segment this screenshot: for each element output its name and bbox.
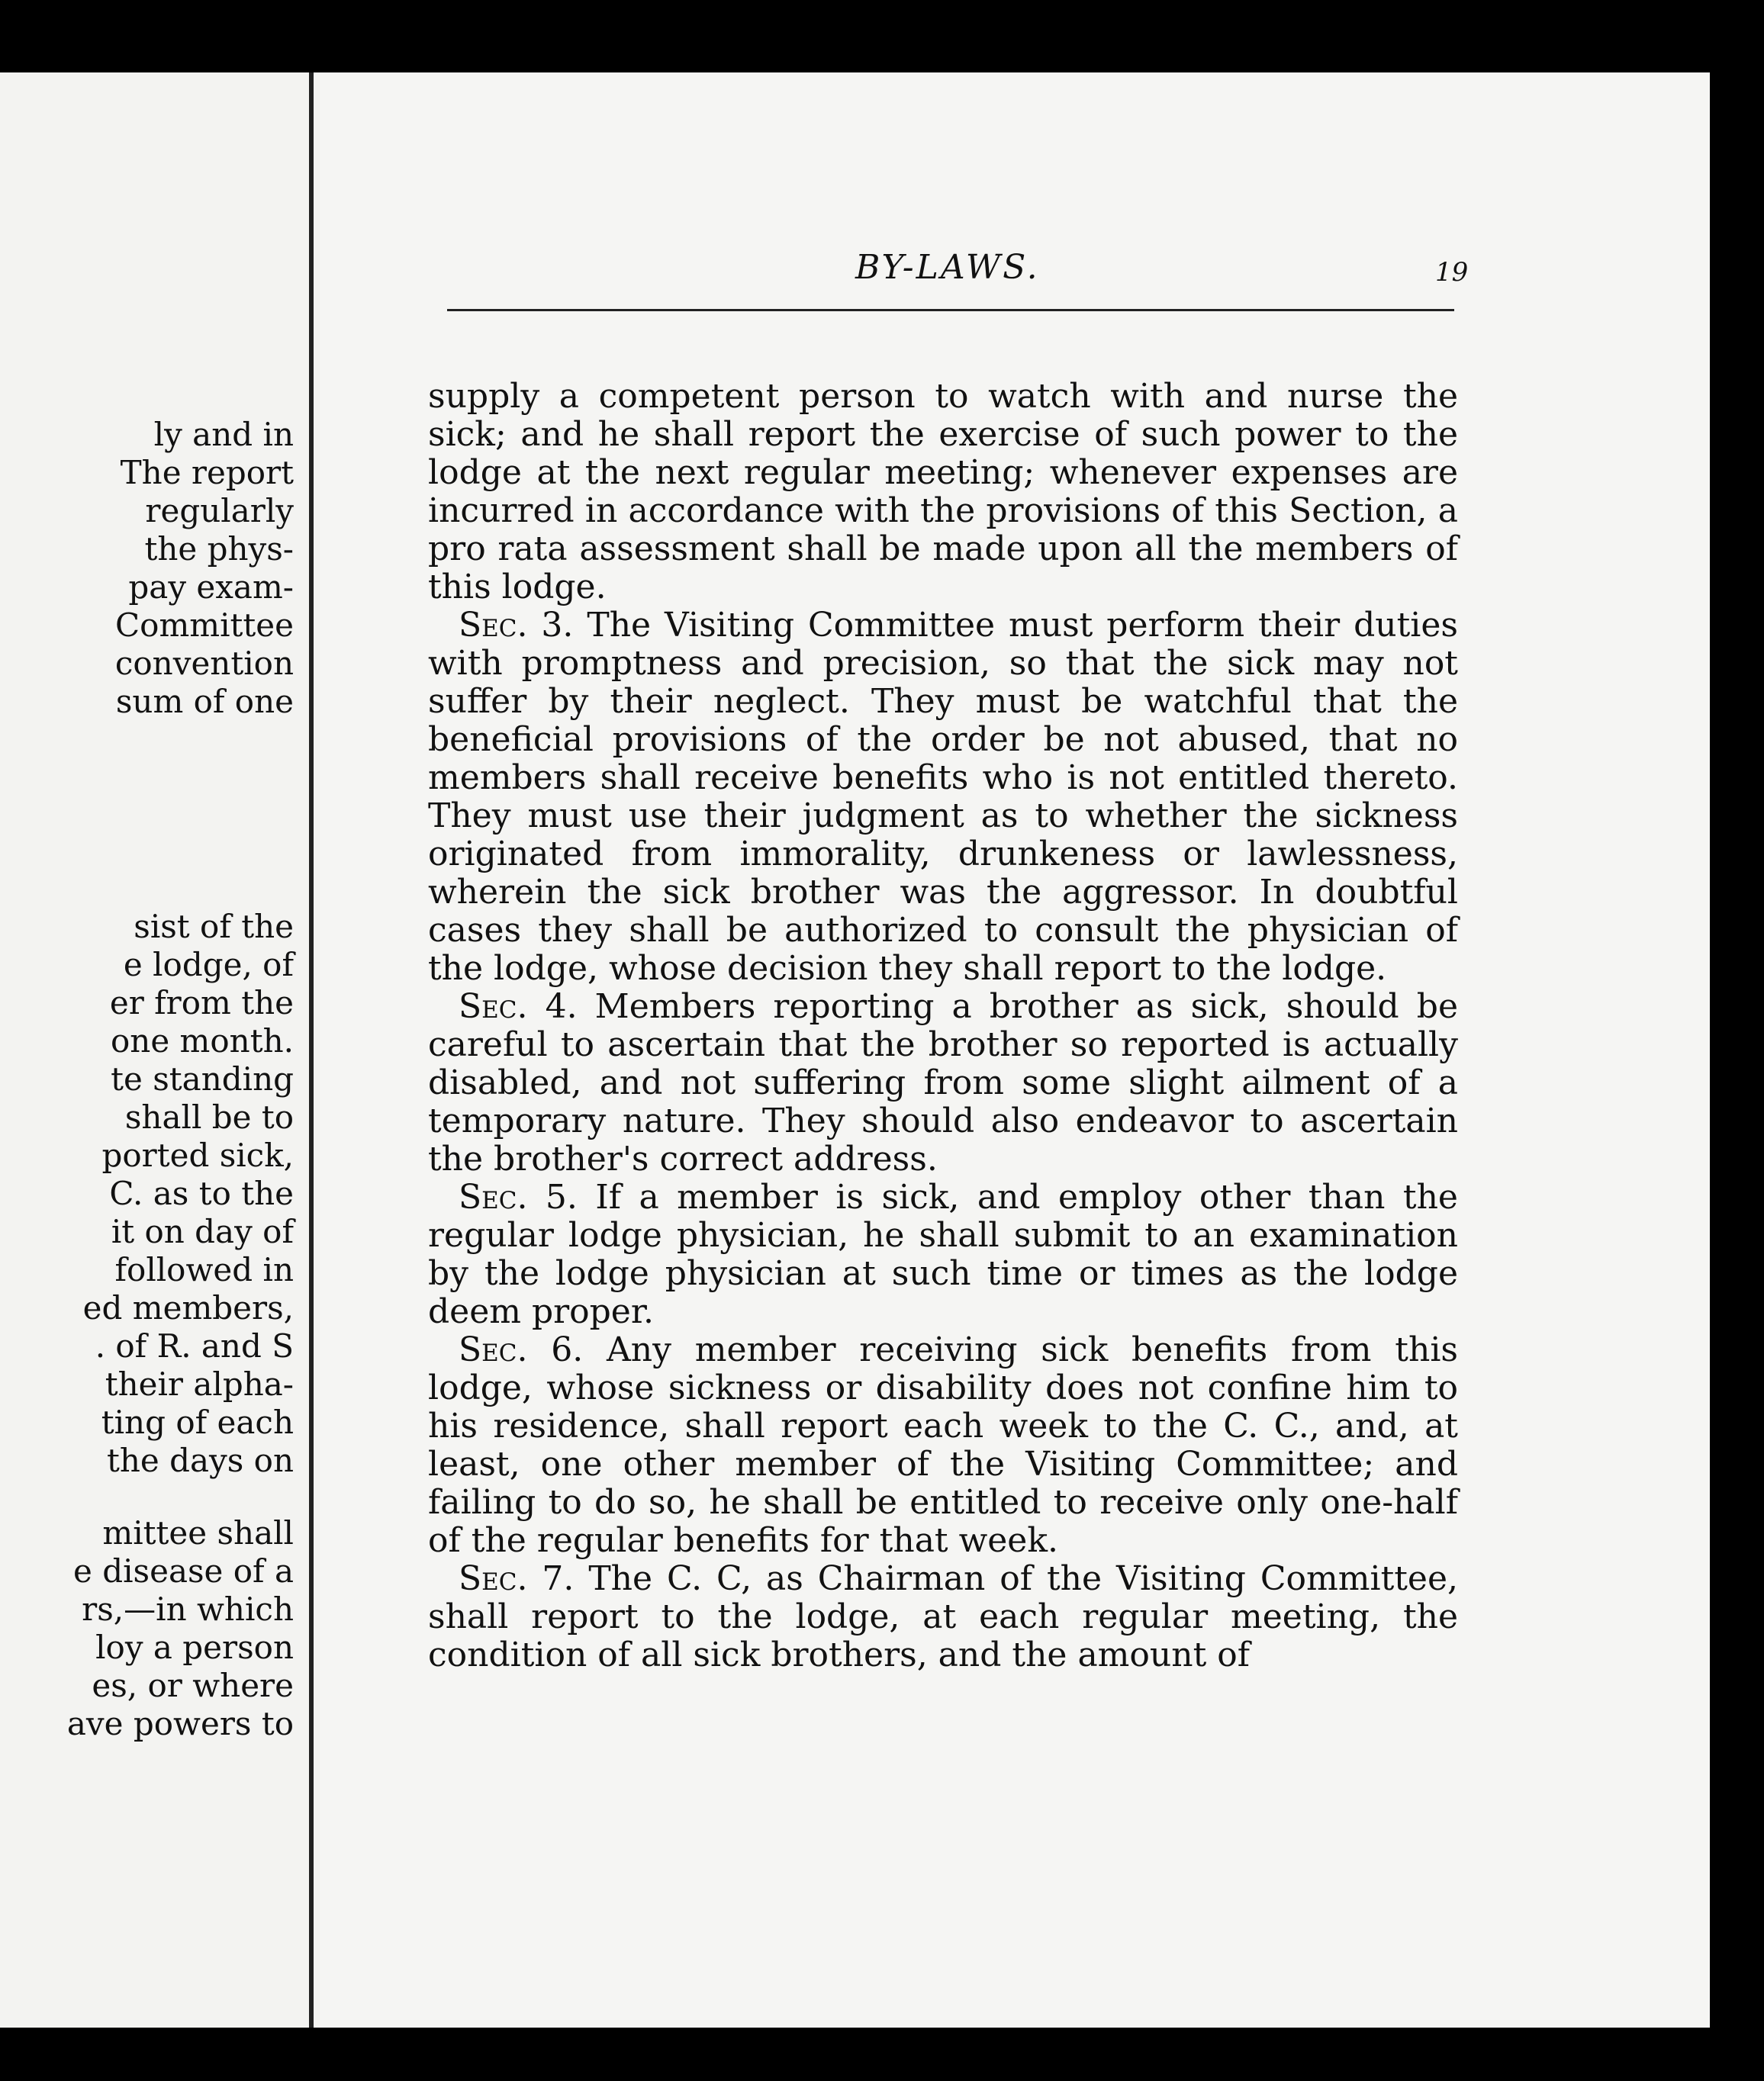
left-line: C. as to the	[109, 1175, 294, 1212]
section-3	[428, 606, 1458, 988]
section-label: Sec. 5.	[459, 1178, 578, 1217]
left-block-3	[67, 1514, 294, 1743]
left-line: one month.	[111, 1022, 294, 1060]
section-text: The C. C, as Chairman of the Visiting Committee, shall report to the lodge, at each regular meeting, the condition of all sick brothers, and the amount of	[428, 1559, 1458, 1674]
left-line: ave powers to	[66, 1705, 294, 1742]
section-label: Sec. 7.	[459, 1559, 575, 1598]
left-line: ported sick,	[101, 1137, 294, 1174]
left-line: pay exam-	[128, 568, 294, 606]
left-line: . of R. and S	[95, 1327, 294, 1365]
left-line: the phys-	[144, 530, 294, 568]
running-head: BY-LAWS.	[855, 248, 1040, 287]
left-line: e lodge, of	[123, 946, 294, 983]
left-line: regularly	[145, 492, 294, 529]
left-block-1	[115, 416, 294, 721]
left-line: shall be to	[124, 1098, 294, 1136]
scan-border	[0, 2028, 1764, 2081]
section-text: Members reporting a brother as sick, should be careful to ascertain that the brother so reported is actually disabled, and not suffering from some slight ailment of a temporary nature. They should also endeavor to ascertain the brother's correct address.	[428, 987, 1458, 1179]
left-line: loy a person	[95, 1629, 294, 1666]
left-page	[0, 72, 319, 2048]
page-number: 19	[1435, 257, 1469, 288]
left-line: sum of one	[115, 683, 294, 720]
left-line: er from the	[109, 984, 294, 1021]
left-line: The report	[120, 454, 294, 491]
left-line: their alpha-	[105, 1365, 294, 1403]
left-line: e disease of a	[73, 1552, 294, 1590]
section-label: Sec. 3.	[459, 606, 574, 645]
right-page	[309, 72, 1710, 2048]
header-rule	[447, 309, 1454, 311]
section-6	[428, 1331, 1458, 1560]
left-line: ed members,	[82, 1289, 294, 1327]
left-line: Committee	[115, 606, 294, 644]
left-line: ting of each	[101, 1404, 294, 1441]
section-5	[428, 1179, 1458, 1331]
section-label: Sec. 6.	[459, 1330, 584, 1369]
section-label: Sec. 4.	[459, 987, 578, 1026]
continuation-paragraph: supply a competent person to watch with and nurse the sick; and he shall report the exercise of such power to the lodge at the next regular meeting; whenever expenses are incurred in accordance with the provisions of this Section, a pro rata assessment shall be made upon all the members of this lodge.	[428, 377, 1458, 606]
left-line: convention	[114, 645, 294, 682]
left-line: rs,—in which	[82, 1591, 294, 1628]
left-line: es, or where	[92, 1667, 294, 1704]
left-line: mittee shall	[102, 1514, 294, 1552]
left-line: sist of the	[134, 908, 294, 945]
section-text: Any member receiving sick benefits from this lodge, whose sickness or disability does not confine him to his residence, shall report each week to the C. C., and, at least, one other member of the Visiting Committee; and failing to do so, he shall be entitled to receive only one-half of the regular benefits for that week.	[428, 1330, 1458, 1560]
left-block-2	[83, 908, 294, 1480]
left-line: it on day of	[111, 1213, 294, 1250]
left-line: te standing	[111, 1060, 294, 1098]
section-text: The Visiting Committee must perform their duties with promptness and precision, so that the sick may not suffer by their neglect. They must be watchful that the beneficial provisions of the order be not abused, that no members shall receive benefits who is not entitled thereto. They must use their judgment as to whether the sickness originated from immorality, drunkeness or lawlessness, wherein the sick brother was the aggressor. In doubtful cases they shall be authorized to consult the physician of the lodge, whose decision they shall report to the lodge.	[428, 606, 1458, 988]
section-4	[428, 988, 1458, 1179]
left-line: the days on	[106, 1442, 294, 1479]
body-text	[428, 378, 1458, 1674]
section-text: If a member is sick, and employ other than the regular lodge physician, he shall submit to an examination by the lodge physician at such time or times as the lodge deem proper.	[428, 1178, 1458, 1331]
left-line: ly and in	[153, 416, 294, 453]
left-line: followed in	[114, 1251, 294, 1288]
section-7	[428, 1560, 1458, 1674]
